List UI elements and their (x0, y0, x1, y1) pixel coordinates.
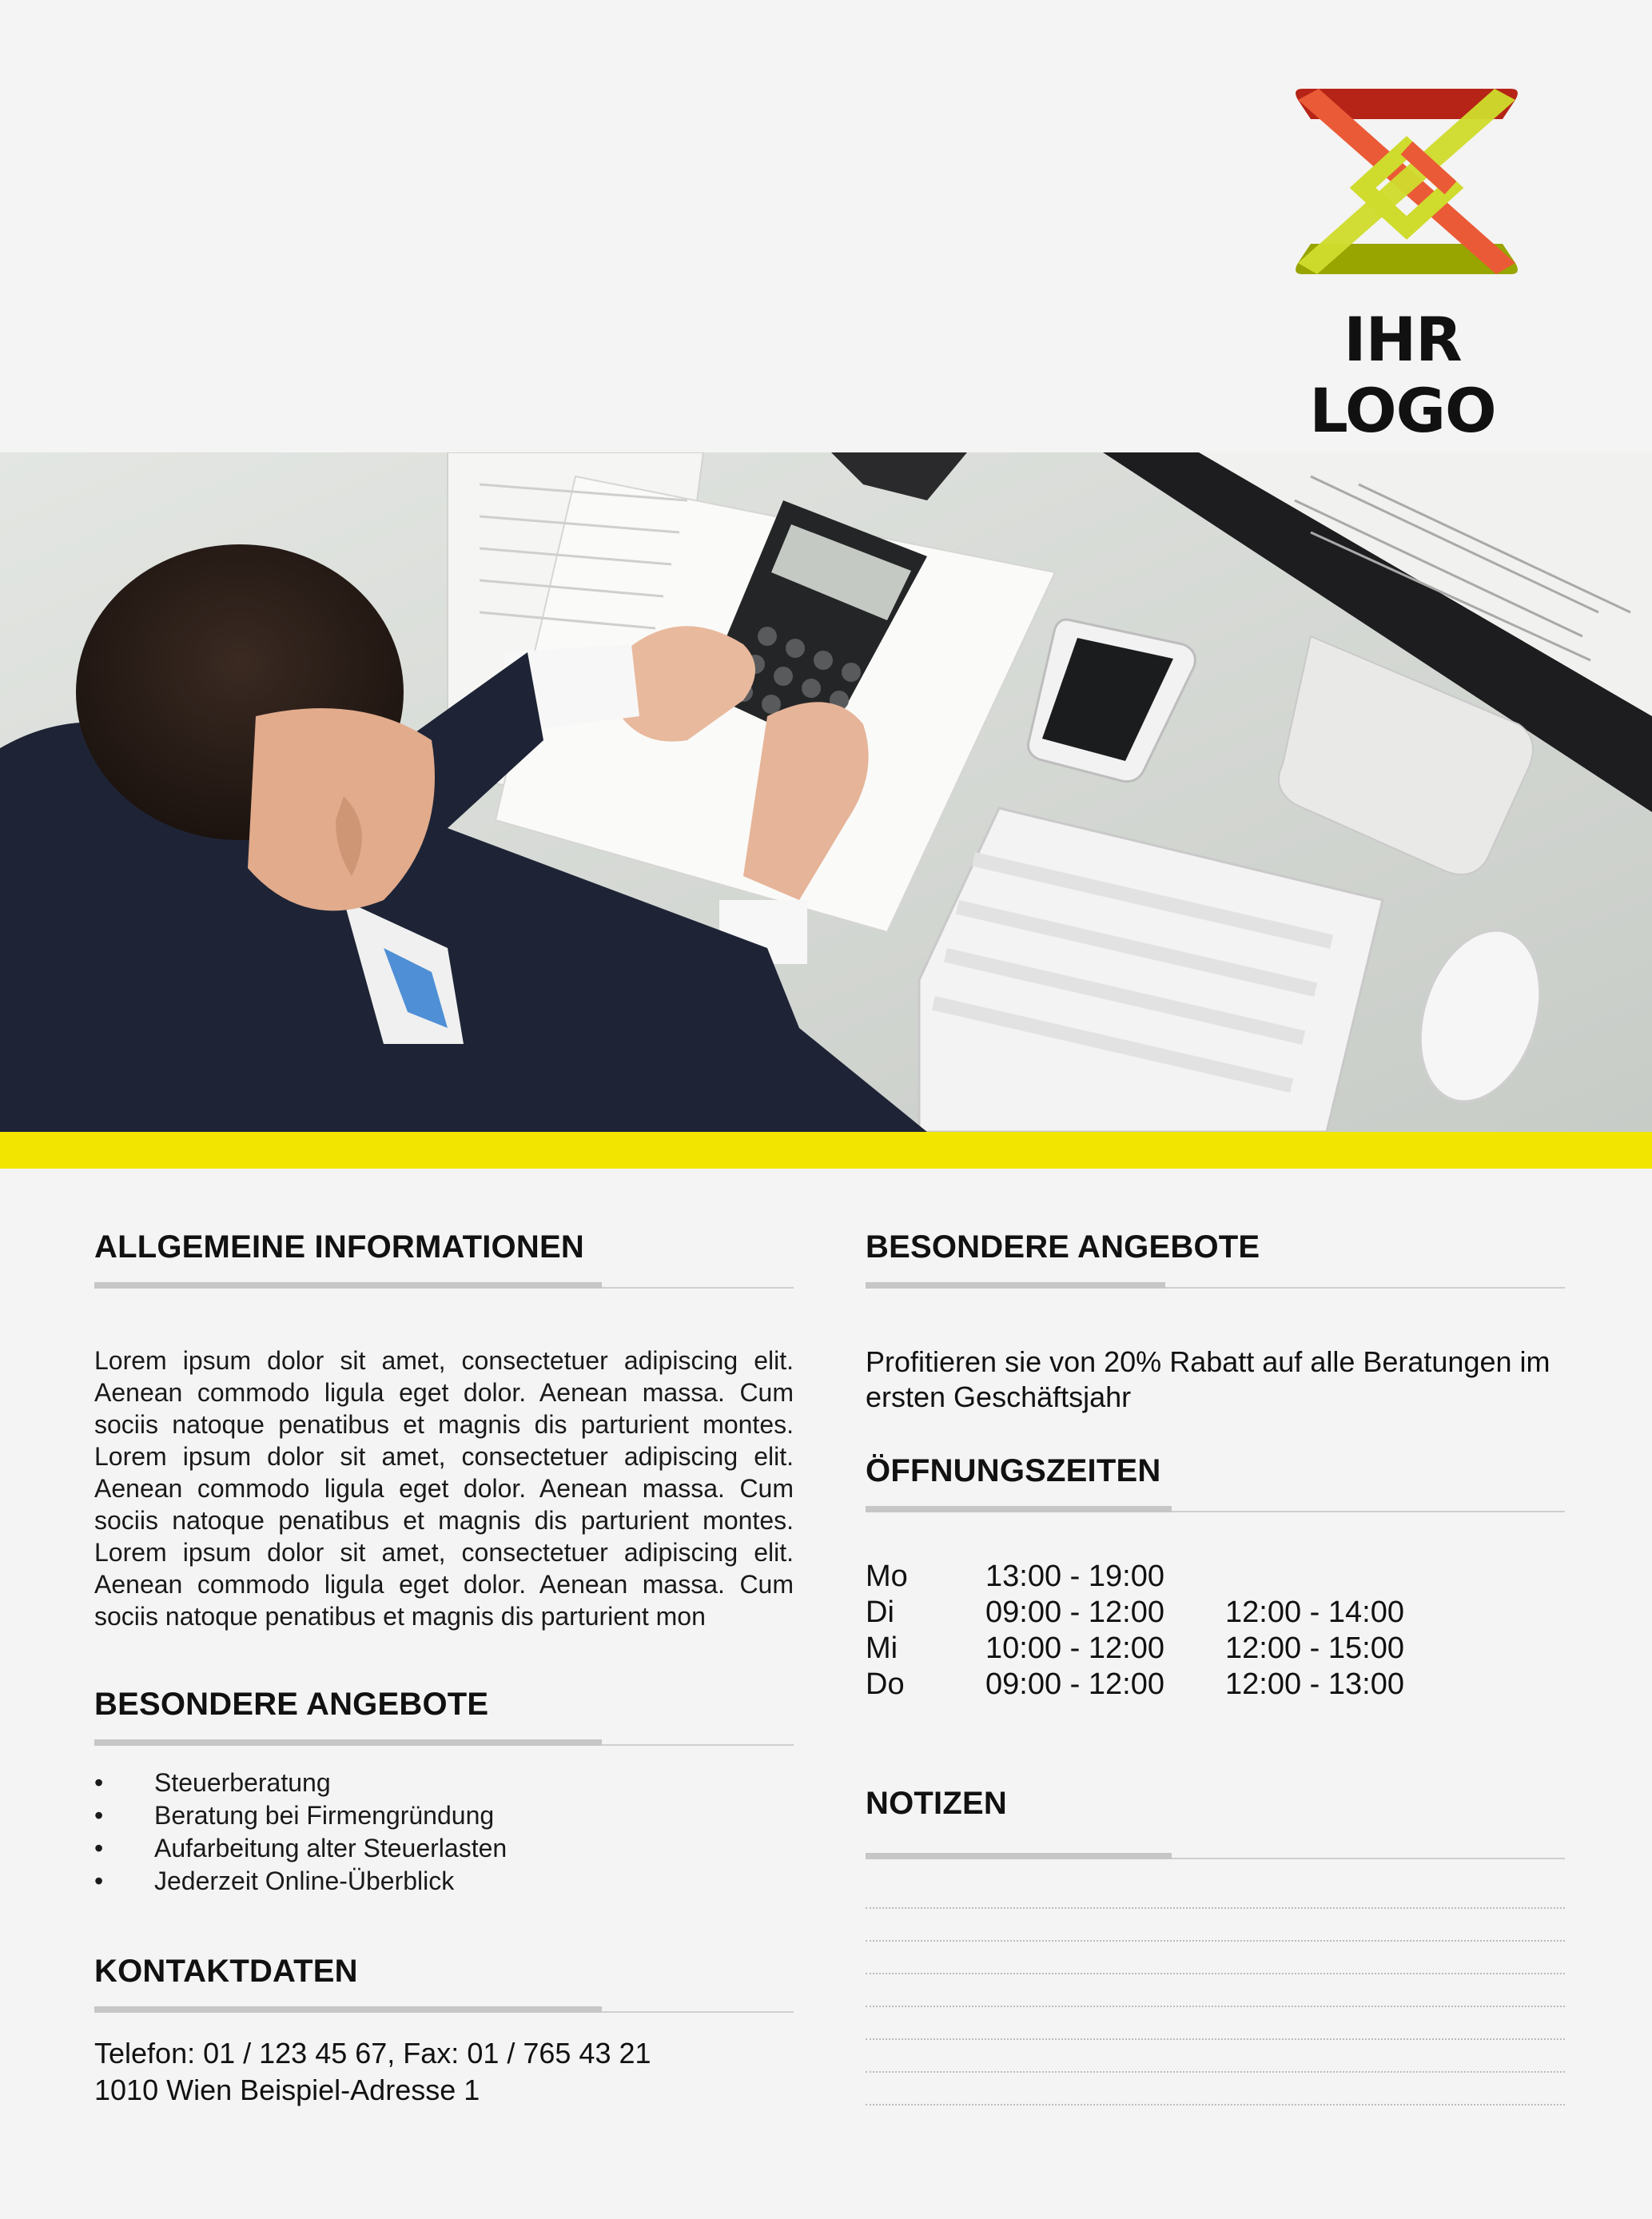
section-divider (94, 1739, 794, 1747)
note-line (866, 2071, 1565, 2073)
discount-offer-text: Profitieren sie von 20% Rabatt auf alle Beratungen im ersten Geschäftsjahr (866, 1345, 1550, 1413)
bullet-icon: • (94, 1834, 104, 1862)
hours-row: Mi 10:00 - 12:00 12:00 - 15:00 (866, 1631, 1404, 1665)
list-item: • Steuerberatung (94, 1767, 794, 1799)
list-item: • Jederzeit Online-Überblick (94, 1865, 794, 1898)
contact-phone-fax: Telefon: 01 / 123 45 67, Fax: 01 / 765 43 21 (94, 2037, 651, 2070)
section-divider (94, 2006, 794, 2014)
opening-hours-table (866, 1559, 1565, 1703)
hours-row: Di 09:00 - 12:00 12:00 - 14:00 (866, 1596, 1404, 1629)
section-divider (866, 1853, 1565, 1861)
contact-title: KONTAKTDATEN (94, 1954, 358, 1989)
bullet-icon: • (94, 1768, 104, 1797)
note-line (866, 2006, 1565, 2007)
right-column (866, 1231, 1565, 2137)
logo-text: IHR LOGO (1309, 304, 1496, 446)
accent-band (0, 1132, 1652, 1169)
hours-row: Do 09:00 - 12:00 12:00 - 13:00 (866, 1667, 1404, 1701)
opening-hours-title: ÖFFNUNGSZEITEN (866, 1453, 1161, 1488)
notes-area[interactable] (866, 1907, 1565, 2105)
note-line (866, 2104, 1565, 2105)
list-item: • Beratung bei Firmengründung (94, 1799, 794, 1832)
note-line (866, 1907, 1565, 1909)
hero-photo (0, 452, 1652, 1132)
offers-title-left: BESONDERE ANGEBOTE (94, 1687, 489, 1722)
general-info-title: ALLGEMEINE INFORMATIONEN (94, 1229, 584, 1265)
note-line (866, 1973, 1565, 1974)
offers-list (94, 1767, 794, 1898)
office-accountant-photo-icon (0, 452, 1652, 1132)
offers-title-right: BESONDERE ANGEBOTE (866, 1229, 1260, 1265)
company-logo (1247, 84, 1558, 446)
section-divider (866, 1506, 1565, 1514)
section-divider (94, 1282, 794, 1290)
general-info-text: Lorem ipsum dolor sit amet, consectetuer adipiscing elit. Aenean commodo ligula eget dolor. Aenean massa. Cum sociis natoque penatibus et magnis dis parturient montes. Lorem ipsum dolor sit amet, consectetuer adipiscing elit. Aenean commodo ligula eget dolor. Aenean massa. Cum sociis natoque penatibus et magnis dis parturient montes. Lorem ipsum dolor sit amet, consectetuer adipiscing elit. Aenean commodo ligula eget dolor. Aenean massa. Cum sociis natoque penatibus et magnis dis parturient mon (94, 1346, 794, 1631)
list-item: • Aufarbeitung alter Steuerlasten (94, 1832, 794, 1865)
bullet-icon: • (94, 1866, 104, 1895)
logo-mark-icon (1287, 84, 1527, 280)
note-line (866, 2038, 1565, 2040)
section-divider (866, 1282, 1565, 1290)
hours-row: Mo 13:00 - 19:00 (866, 1560, 1164, 1593)
contact-address: 1010 Wien Beispiel-Adresse 1 (94, 2074, 480, 2106)
note-line (866, 1940, 1565, 1942)
bullet-icon: • (94, 1801, 104, 1830)
left-column (94, 1231, 794, 2109)
notes-title: NOTIZEN (866, 1786, 1007, 1821)
